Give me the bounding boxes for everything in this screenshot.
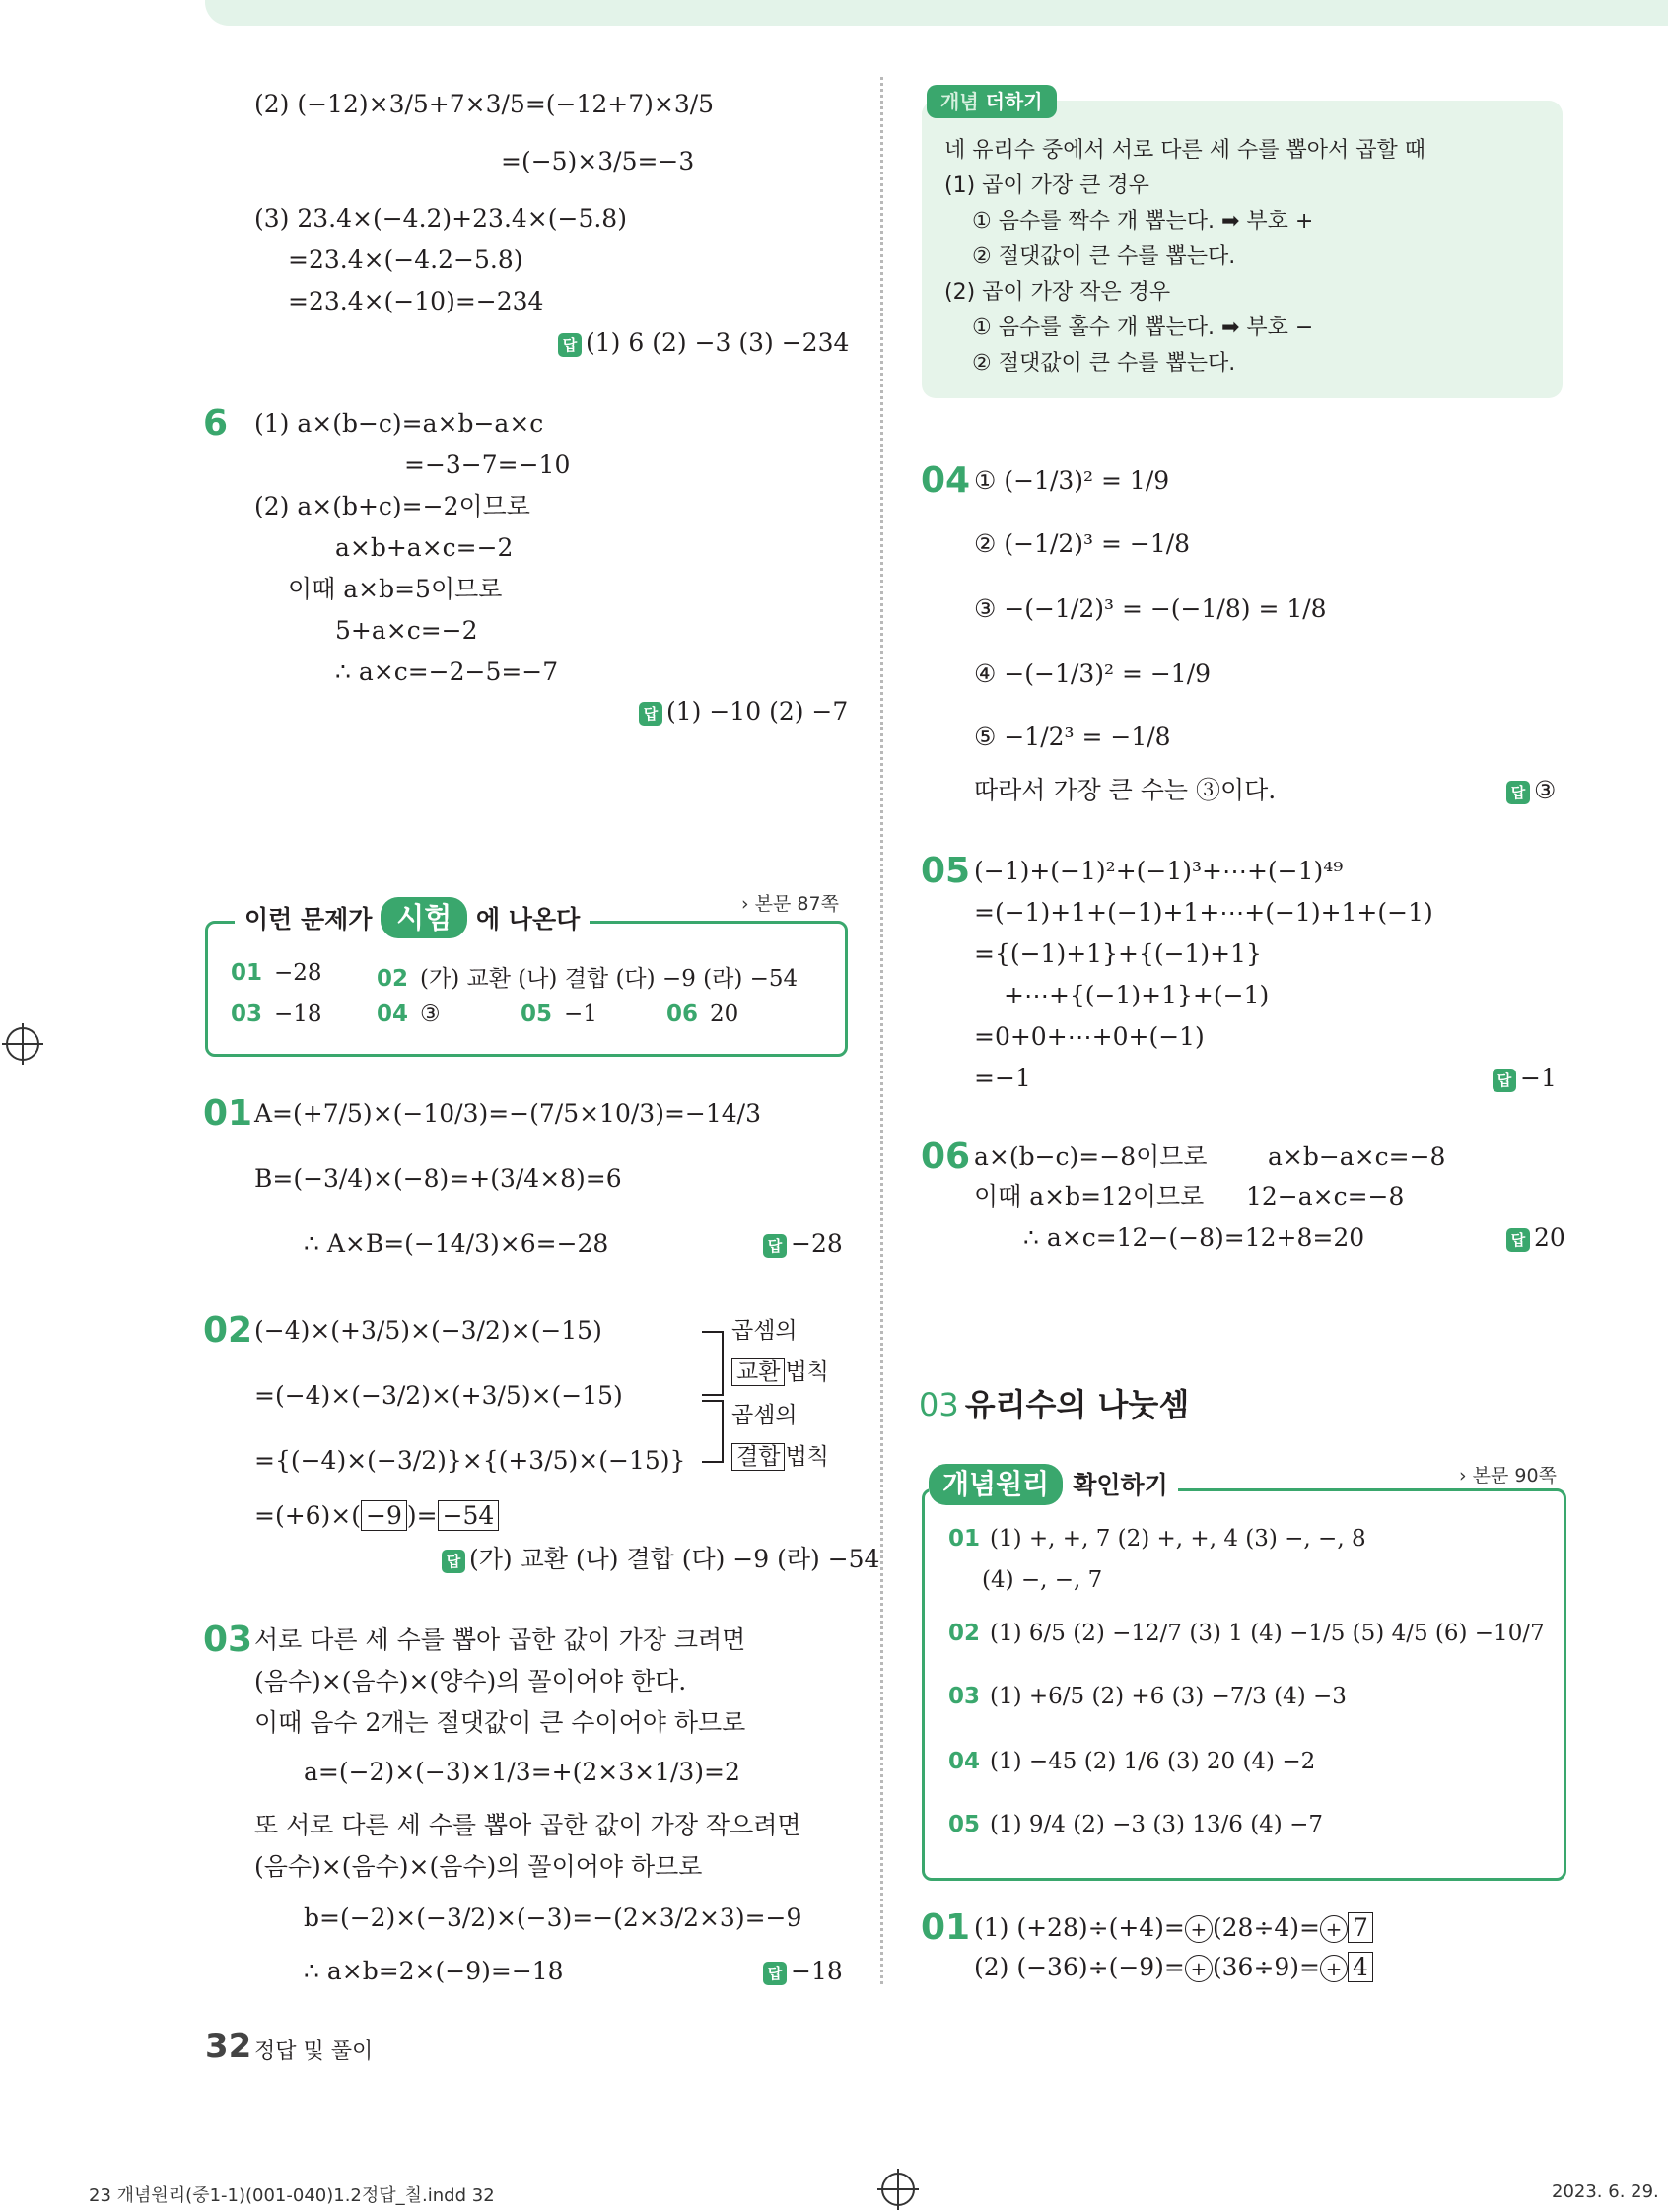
- concept-tag: 개념 더하기: [927, 85, 1057, 118]
- law-bracket-1: [702, 1331, 724, 1396]
- exam-header-pill: 시험: [381, 897, 467, 938]
- top-band: [205, 0, 1668, 26]
- q03-line-7: b=(−2)×(−3/2)×(−3)=−(2×3/2×3)=−9: [304, 1903, 802, 1932]
- q6-line-2: =−3−7=−10: [404, 450, 571, 479]
- page-label: 정답 및 풀이: [254, 2039, 374, 2064]
- q01b-line-2: (2) (−36)÷(−9)= + (36÷9)= + 4: [974, 1952, 1373, 1983]
- q05-line-2: =(−1)+1+(−1)+1+⋯+(−1)+1+(−1): [974, 898, 1433, 927]
- law-2: 결합 법칙: [731, 1441, 829, 1473]
- q05-line-1: (−1)+(−1)²+(−1)³+⋯+(−1)⁴⁹: [974, 857, 1344, 885]
- q01-number: 01: [203, 1093, 253, 1134]
- p5-line-1: (2) (−12)×3/5+7×3/5=(−12+7)×3/5: [254, 90, 715, 118]
- q01-line-3: ∴ A×B=(−14/3)×6=−28: [304, 1229, 609, 1258]
- q02-line-1: (−4)×(+3/5)×(−3/2)×(−15): [254, 1316, 602, 1345]
- answer-icon: 답: [1493, 1069, 1516, 1092]
- answer-icon: 답: [558, 333, 582, 357]
- footer-file: 23 개념원리(중1-1)(001-040)1.2정답_칠.indd 32: [89, 2185, 495, 2206]
- column-divider: [880, 77, 883, 1984]
- q02-number: 02: [203, 1310, 253, 1350]
- q06-line-2: a×b−a×c=−8: [1268, 1142, 1446, 1171]
- q04-line-6: 따라서 가장 큰 수는 ③이다.: [974, 776, 1277, 804]
- p5-answer: 답 (1) 6 (2) −3 (3) −234: [558, 327, 849, 359]
- check-item-04: 04 (1) −45 (2) 1/6 (3) 20 (4) −2: [948, 1749, 1316, 1774]
- q03-line-4: a=(−2)×(−3)×1/3=+(2×3×1/3)=2: [304, 1758, 740, 1786]
- answer-icon: 답: [442, 1550, 465, 1573]
- exam-item-04: 04 ③: [377, 1002, 441, 1027]
- q6-line-5: 이때 a×b=5이므로: [288, 575, 503, 603]
- q01-line-1: A=(+7/5)×(−10/3)=−(7/5×10/3)=−14/3: [254, 1099, 761, 1128]
- q02-answer: 답 (가) 교환 (나) 결합 (다) −9 (라) −54: [442, 1544, 879, 1575]
- q03-number: 03: [203, 1620, 253, 1660]
- q06-line-1: a×(b−c)=−8이므로: [974, 1142, 1208, 1171]
- page-number: 32: [205, 2027, 252, 2066]
- check-item-05: 05 (1) 9/4 (2) −3 (3) 13/6 (4) −7: [948, 1812, 1323, 1837]
- concept-line-4: ② 절댓값이 큰 수를 뽑는다.: [972, 244, 1236, 269]
- law-1: 교환 법칙: [731, 1356, 829, 1388]
- q04-answer: 답 ③: [1506, 775, 1556, 806]
- law-2-title: 곱셈의: [731, 1403, 798, 1428]
- exam-item-06: 06 20: [666, 1002, 739, 1027]
- q6-line-6: 5+a×c=−2: [335, 616, 478, 645]
- concept-line-3: ① 음수를 짝수 개 뽑는다. ➡ 부호 +: [972, 209, 1314, 234]
- q01b-number: 01: [921, 1907, 971, 1948]
- answer-icon: 답: [639, 702, 662, 726]
- concept-line-1: 네 유리수 중에서 서로 다른 세 수를 뽑아서 곱할 때: [944, 138, 1425, 163]
- registration-mark-icon: [881, 2173, 915, 2206]
- check-item-03: 03 (1) +6/5 (2) +6 (3) −7/3 (4) −3: [948, 1684, 1347, 1709]
- exam-item-03: 03 −18: [231, 1002, 322, 1027]
- q04-line-1: ① (−1/3)² = 1/9: [974, 466, 1170, 495]
- q02-line-4: =(+6)×( −9 )= −54: [254, 1500, 499, 1532]
- exam-item-05: 05 −1: [521, 1002, 597, 1027]
- q06-line-5: ∴ a×c=12−(−8)=12+8=20: [1023, 1223, 1365, 1252]
- q04-line-3: ③ −(−1/2)³ = −(−1/8) = 1/8: [974, 594, 1327, 623]
- q04-line-5: ⑤ −1/2³ = −1/8: [974, 723, 1171, 751]
- q03-line-2: (음수)×(음수)×(양수)의 꼴이어야 한다.: [254, 1667, 687, 1695]
- concept-line-7: ② 절댓값이 큰 수를 뽑는다.: [972, 351, 1236, 376]
- p5-line-2: =(−5)×3/5=−3: [501, 147, 695, 175]
- blank-box-d: −54: [438, 1500, 500, 1531]
- exam-header: [235, 895, 590, 944]
- check-header: 개념원리 확인하기: [929, 1463, 1178, 1508]
- q06-answer: 답 20: [1506, 1222, 1565, 1254]
- section-heading: 03 유리수의 나눗셈: [919, 1386, 1190, 1423]
- exam-header-text-1: 이런 문제가: [244, 905, 373, 933]
- p5-line-5: =23.4×(−10)=−234: [288, 287, 544, 315]
- q04-line-2: ② (−1/2)³ = −1/8: [974, 529, 1191, 558]
- answer-icon: 답: [763, 1962, 787, 1985]
- p5-line-3: (3) 23.4×(−4.2)+23.4×(−5.8): [254, 204, 627, 233]
- check-item-01: 01 (1) +, +, 7 (2) +, +, 4 (3) −, −, 8: [948, 1526, 1366, 1552]
- q03-line-1: 서로 다른 세 수를 뽑아 곱한 값이 가장 크려면: [254, 1625, 746, 1654]
- law-bracket-2: [702, 1400, 724, 1463]
- q03-answer: 답 −18: [763, 1956, 843, 1987]
- q05-line-6: =−1: [974, 1064, 1031, 1092]
- exam-header-text-2: 에 나온다: [475, 905, 581, 933]
- concept-line-5: (2) 곱이 가장 작은 경우: [944, 280, 1171, 305]
- q02-line-3: ={(−4)×(−3/2)}×{(+3/5)×(−15)}: [254, 1446, 686, 1475]
- answer-icon: 답: [763, 1234, 787, 1258]
- q03-line-8: ∴ a×b=2×(−9)=−18: [304, 1957, 564, 1985]
- registration-mark-icon: [6, 1027, 39, 1061]
- q05-number: 05: [921, 851, 971, 891]
- q03-line-3: 이때 음수 2개는 절댓값이 큰 수이어야 하므로: [254, 1708, 746, 1737]
- p5-line-4: =23.4×(−4.2−5.8): [288, 245, 523, 274]
- q06-line-3: 이때 a×b=12이므로: [974, 1182, 1205, 1210]
- q05-line-5: =0+0+⋯+0+(−1): [974, 1022, 1205, 1051]
- q06-number: 06: [921, 1137, 971, 1177]
- concept-line-2: (1) 곱이 가장 큰 경우: [944, 173, 1149, 198]
- check-item-01b: (4) −, −, 7: [982, 1567, 1103, 1593]
- answer-icon: 답: [1506, 781, 1530, 804]
- q05-line-4: +⋯+{(−1)+1}+(−1): [1004, 981, 1270, 1009]
- footer-date: 2023. 6. 29.: [1552, 2181, 1659, 2202]
- q04-number: 04: [921, 460, 971, 501]
- q01-answer: 답 −28: [763, 1228, 843, 1260]
- q6-line-7: ∴ a×c=−2−5=−7: [335, 657, 559, 686]
- q06-line-4: 12−a×c=−8: [1246, 1182, 1405, 1210]
- q05-line-3: ={(−1)+1}+{(−1)+1}: [974, 939, 1262, 968]
- blank-box-c: −9: [361, 1500, 407, 1531]
- check-item-02: 02 (1) 6/5 (2) −12/7 (3) 1 (4) −1/5 (5) 4/5 (6) −10/7: [948, 1621, 1545, 1646]
- answer-icon: 답: [1506, 1228, 1530, 1252]
- check-reference: › 본문 90쪽: [1459, 1465, 1557, 1486]
- exam-item-02: 02 (가) 교환 (나) 결합 (다) −9 (라) −54: [377, 966, 799, 992]
- q6-line-4: a×b+a×c=−2: [335, 533, 514, 562]
- law-1-title: 곱셈의: [731, 1318, 798, 1344]
- q01-line-2: B=(−3/4)×(−8)=+(3/4×8)=6: [254, 1164, 622, 1193]
- q6-line-3: (2) a×(b+c)=−2이므로: [254, 492, 530, 520]
- q01b-line-1: (1) (+28)÷(+4)= + (28÷4)= + 7: [974, 1912, 1373, 1944]
- q05-answer: 답 −1: [1493, 1063, 1557, 1094]
- q6-answer: 답 (1) −10 (2) −7: [639, 696, 848, 727]
- exam-reference: › 본문 87쪽: [741, 893, 839, 915]
- q03-line-5: 또 서로 다른 세 수를 뽑아 곱한 값이 가장 작으려면: [254, 1811, 801, 1839]
- q04-line-4: ④ −(−1/3)² = −1/9: [974, 659, 1212, 688]
- q03-line-6: (음수)×(음수)×(음수)의 꼴이어야 하므로: [254, 1852, 703, 1881]
- q02-line-2: =(−4)×(−3/2)×(+3/5)×(−15): [254, 1381, 623, 1410]
- concept-line-6: ① 음수를 홀수 개 뽑는다. ➡ 부호 −: [972, 315, 1314, 340]
- exam-item-01: 01 −28: [231, 960, 322, 986]
- q6-line-1: (1) a×(b−c)=a×b−a×c: [254, 409, 544, 438]
- q6-number: 6: [203, 403, 229, 444]
